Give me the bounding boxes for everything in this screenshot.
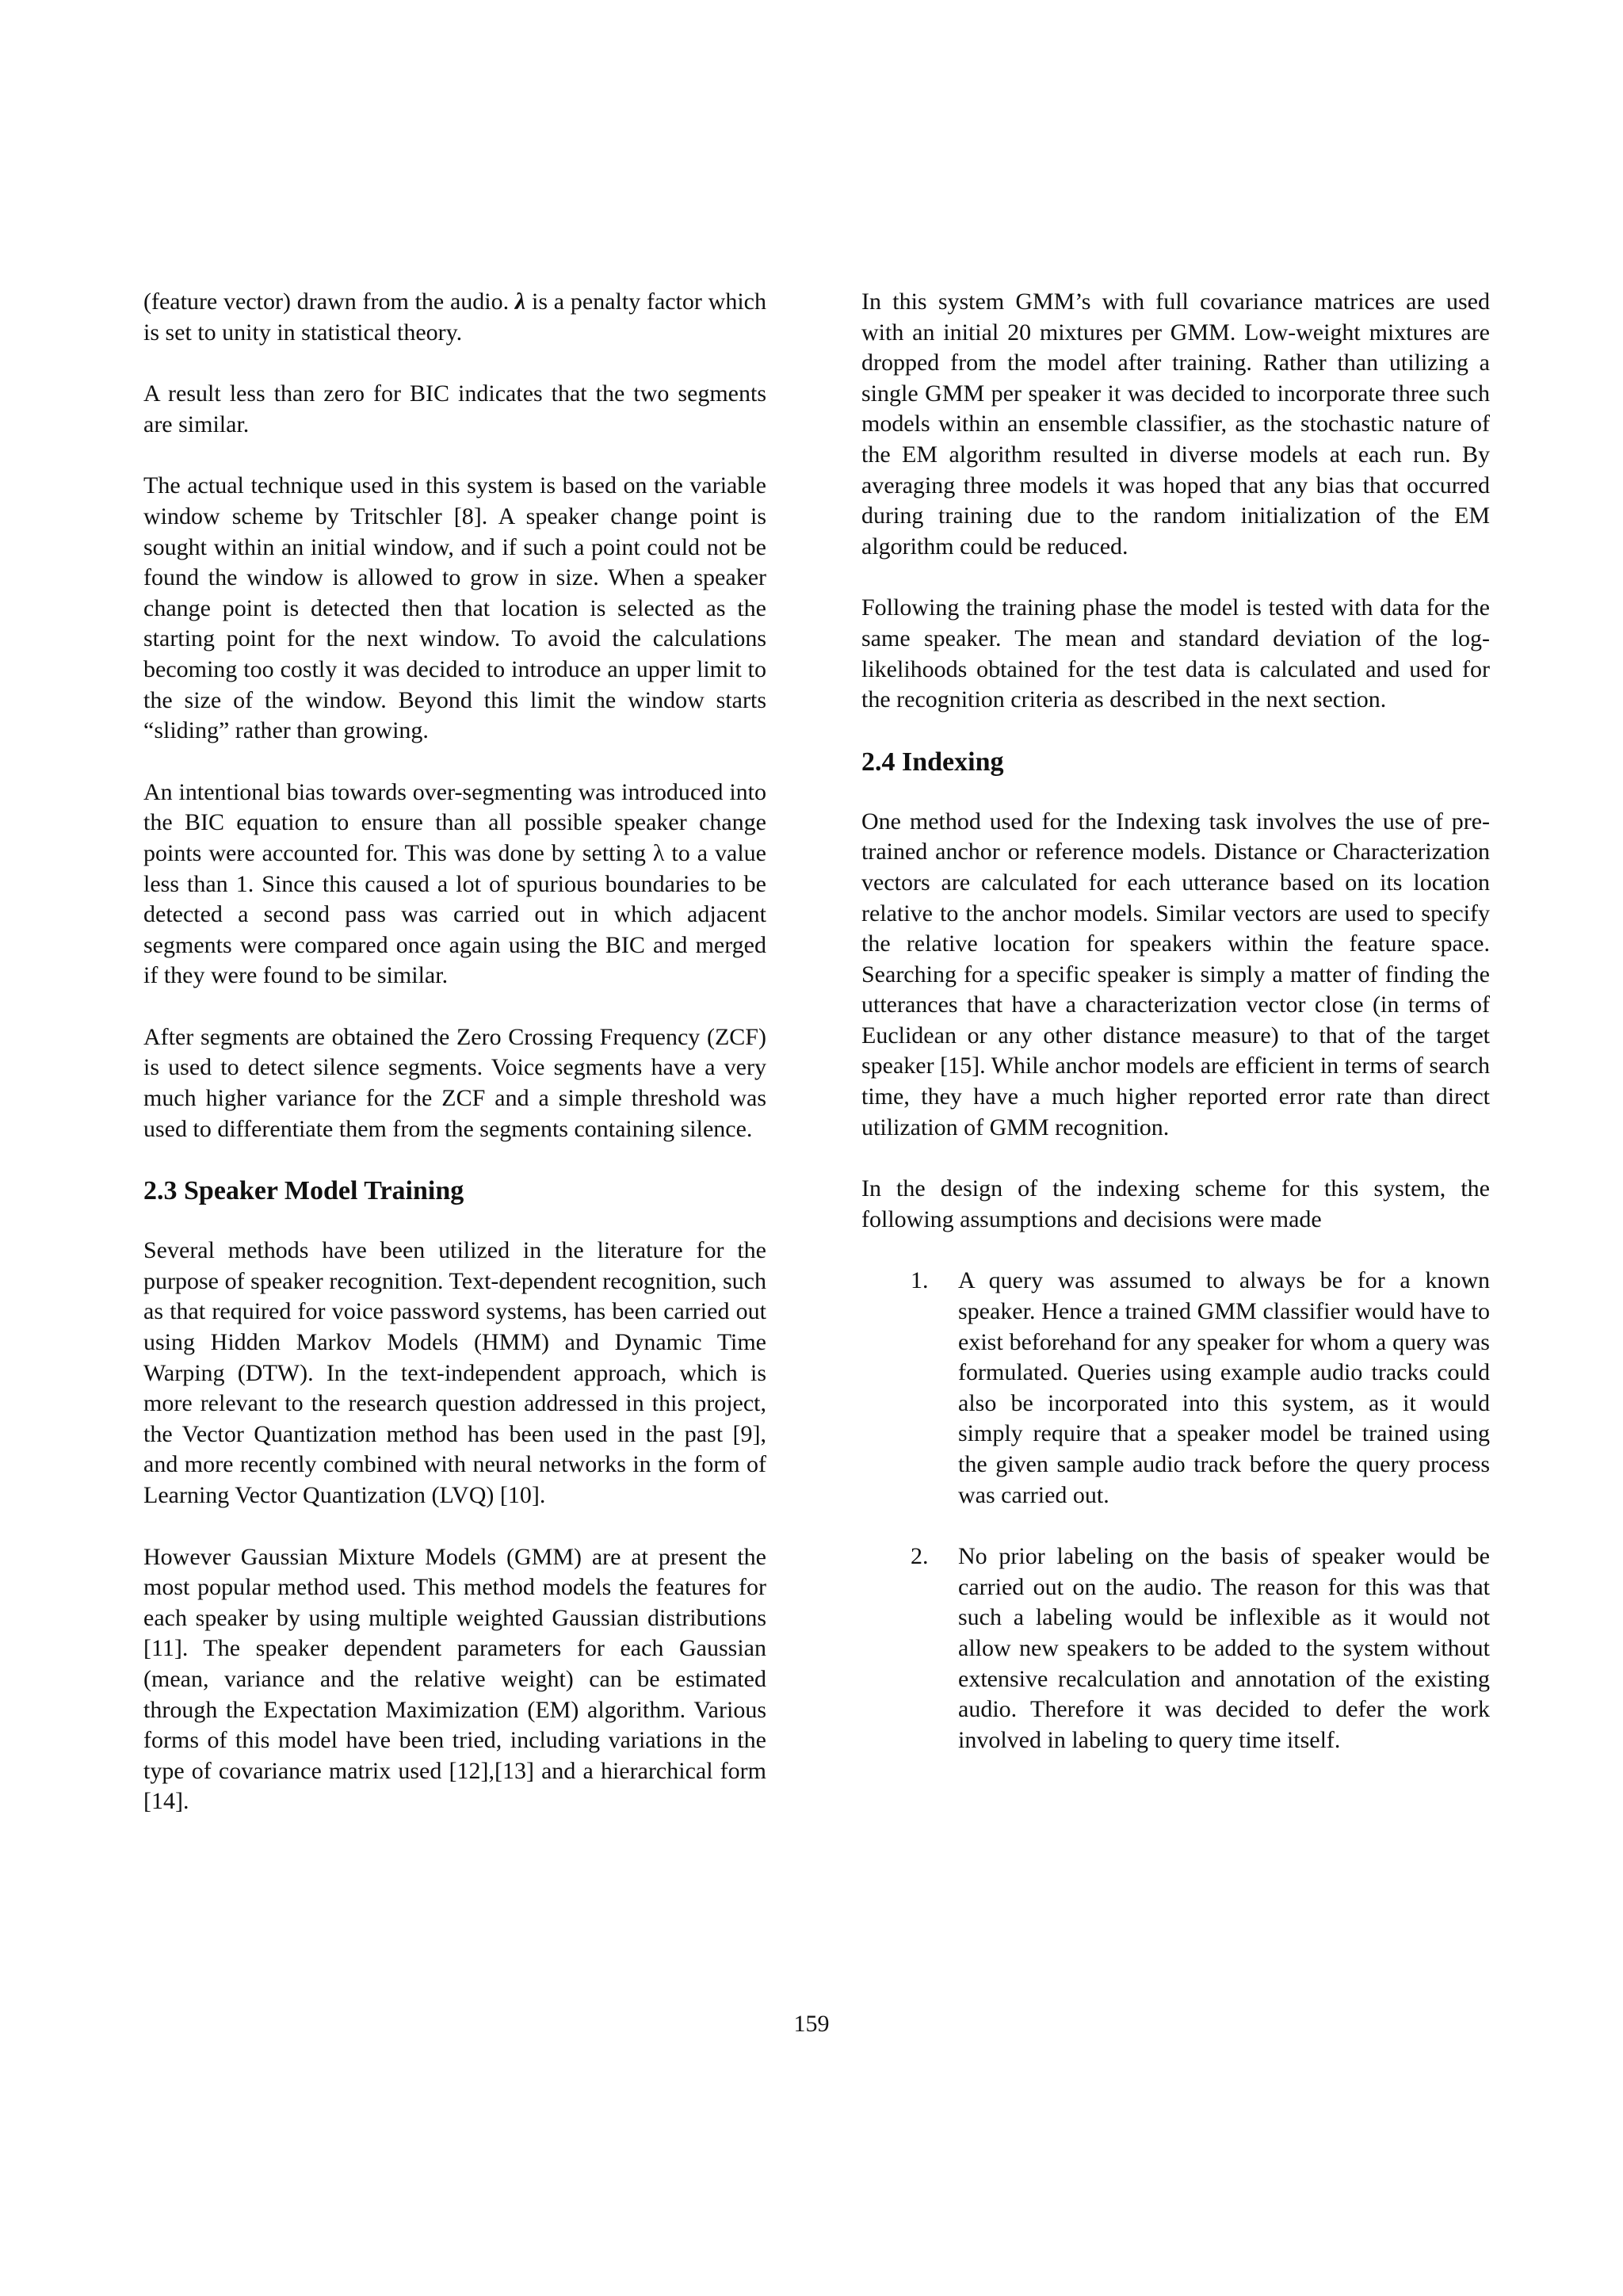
section-heading-indexing: 2.4 Indexing [861, 747, 1004, 777]
list-item-number: 2. [911, 1543, 929, 1570]
paragraph-bic-feature-vector [143, 287, 766, 348]
right-column [861, 287, 1490, 1786]
paragraph-zero-crossing: After segments are obtained the Zero Crossing Frequency (ZCF) is used to detect silence segments. Voice segments have a very much higher variance for the ZCF and a simple threshold was used to differentiate them from the segments containing silence. [143, 1023, 766, 1142]
lambda-symbol: λ [514, 288, 526, 315]
paragraph-indexing-assumptions: In the design of the indexing scheme for this system, the following assumptions and decisions were made [861, 1175, 1490, 1232]
paragraph-variable-window: The actual technique used in this system is based on the variable window scheme by Tritschler [8]. A speaker change point is sought within an initial window, and if such a point could not be found the window is allowed to grow in size. When a speaker change point is detected then that location is selected as the starting point for the next window. To avoid the calculations becoming too costly it was decided to introduce an upper limit to the size of the window. Beyond this limit the window starts “sliding” rather than growing. [143, 472, 766, 744]
left-column [143, 287, 766, 1848]
paragraph-text: is a penalty factor which is set to unity in statistical theory. [143, 288, 766, 346]
section-heading-speaker-model-training: 2.3 Speaker Model Training [143, 1176, 464, 1206]
paragraph-over-segmenting: An intentional bias towards over-segmenting was introduced into the BIC equation to ensure than all possible speaker change points were accounted for. This was done by setting λ to a value less than 1. Since this caused a lot of spurious boundaries to be detected a second pass was carried out in which adjacent segments were compared once again using the BIC and merged if they were found to be similar. [143, 778, 766, 989]
paragraph-training-phase: Following the training phase the model is tested with data for the same speaker. The mean and standard deviation of the log-likelihoods obtained for the test data is calculated and used for the recognition criteria as described in the next section. [861, 594, 1490, 713]
paragraph-text: (feature vector) drawn from the audio. [143, 288, 515, 315]
page-number: 159 [793, 2011, 830, 2037]
list-item-text: A query was assumed to always be for a known speaker. Hence a trained GMM classifier would have to exist beforehand for any speaker for whom a query was formulated. Queries using example audio tracks could also be incorporated into this system, as it would simply require that a speaker model be trained using the given sample audio track before the query process was carried out. [958, 1267, 1490, 1508]
list-item-text: No prior labeling on the basis of speaker would be carried out on the audio. The reason for this was that such a labeling would be inflexible as it would not allow new speakers to be added to the system without extensive recalculation and annotation of the existing audio. Therefore it was decided to defer the work involved in labeling to query time itself. [958, 1543, 1490, 1753]
assumptions-list [861, 1266, 1490, 1755]
paragraph-gaussian-mixture-models: However Gaussian Mixture Models (GMM) are at present the most popular method used. This method models the features for each speaker by using multiple weighted Gaussian distributions [11]. The speaker dependent parameters for each Gaussian (mean, variance and the relative weight) can be estimated through the Expectation Maximization (EM) algorithm. Various forms of this model have been tried, including variations in the type of covariance matrix used [12],[13] and a hierarchical form [14]. [143, 1543, 766, 1815]
list-item [861, 1541, 1490, 1755]
list-item-number: 1. [911, 1267, 929, 1294]
paragraph-anchor-models: One method used for the Indexing task involves the use of pre-trained anchor or reference models. Distance or Characterization vectors are calculated for each utterance based on its location relative to the anchor models. Similar vectors are used to specify the relative location for speakers within the feature space. Searching for a specific speaker is simply a matter of finding the utterances that have a characterization vector close (in terms of Euclidean or any other distance measure) to that of the target speaker [15]. While anchor models are efficient in terms of search time, they have a much higher reported error rate than direct utilization of GMM recognition. [861, 808, 1490, 1140]
paragraph-bic-result: A result less than zero for BIC indicates that the two segments are similar. [143, 380, 766, 437]
paragraph-gmm-covariance: In this system GMM’s with full covariance matrices are used with an initial 20 mixtures per GMM. Low-weight mixtures are dropped from the model after training. Rather than utilizing a single GMM per speaker it was decided to incorporate three such models within an ensemble classifier, as the stochastic nature of the EM algorithm resulted in diverse models at each run. By averaging three models it was hoped that any bias that occurred during training due to the random initialization of the EM algorithm could be reduced. [861, 288, 1490, 560]
list-item [861, 1266, 1490, 1511]
paragraph-speaker-recognition-methods: Several methods have been utilized in the literature for the purpose of speaker recognition. Text-dependent recognition, such as that required for voice password systems, has been carried out using Hidden Markov Models (HMM) and Dynamic Time Warping (DTW). In the text-independent approach, which is more relevant to the research question addressed in this project, the Vector Quantization method has been used in the past [9], and more recently combined with neural networks in the form of Learning Vector Quantization (LVQ) [10]. [143, 1237, 766, 1508]
